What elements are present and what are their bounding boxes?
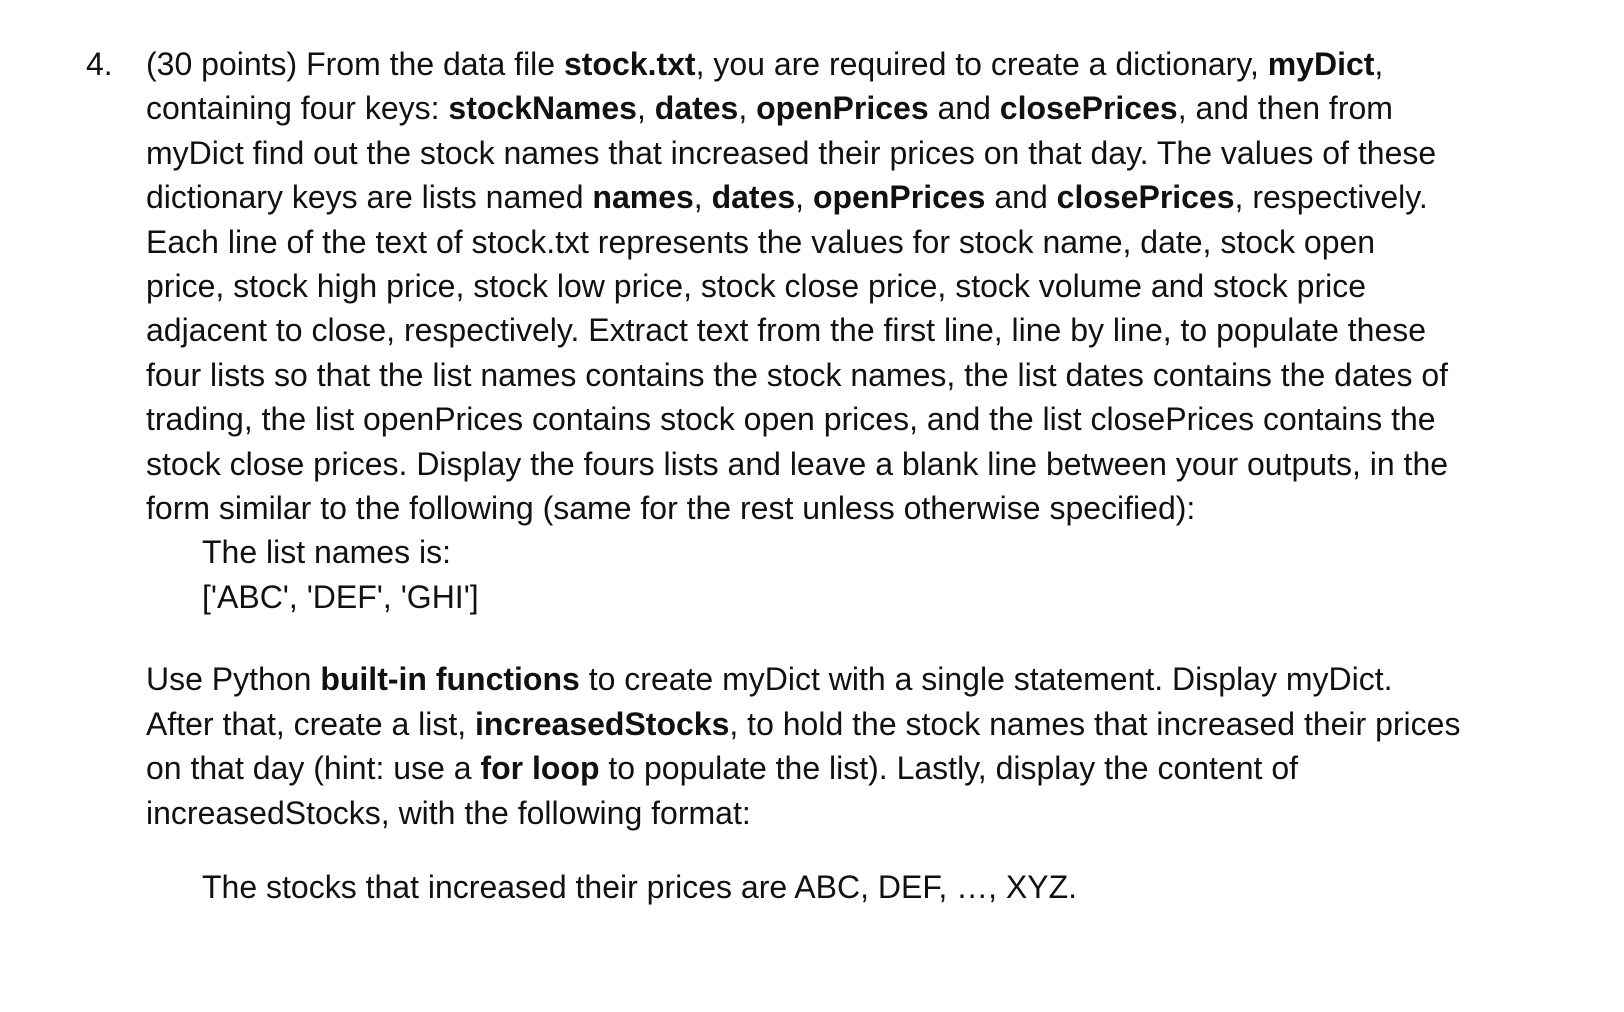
text-run: , <box>636 90 655 127</box>
bold-term: dates <box>654 90 739 127</box>
bold-term: closePrices <box>1056 179 1235 216</box>
instructions-paragraph <box>146 42 1616 530</box>
example-output <box>146 530 1616 619</box>
instructions-paragraph-2 <box>146 657 1616 835</box>
text-run: to populate the list). Lastly, display the content of <box>599 750 1298 787</box>
text-run: containing four keys: <box>146 90 449 127</box>
question-body <box>146 42 1616 909</box>
text-line <box>146 397 1616 441</box>
example-line: ['ABC', 'DEF', 'GHI'] <box>202 578 479 615</box>
text-run: myDict find out the stock names that increased their prices on that day. The values of these <box>146 134 1437 171</box>
bold-term: openPrices <box>756 90 929 127</box>
text-line <box>146 486 1616 530</box>
bold-term: built-in functions <box>320 661 580 698</box>
text-run: price, stock high price, stock low price, stock close price, stock volume and stock price <box>146 268 1367 305</box>
final-format <box>146 865 1616 909</box>
question-number: 4. <box>86 46 113 82</box>
bold-term: openPrices <box>812 179 986 216</box>
text-run: After that, create a list, <box>146 705 476 742</box>
text-run: form similar to the following (same for the rest unless otherwise specified): <box>146 490 1196 527</box>
text-line <box>146 442 1616 486</box>
text-run: , <box>1374 46 1384 82</box>
bold-term: dates <box>711 179 796 216</box>
text-run: , respectively. <box>1234 179 1428 216</box>
bold-term: stockNames <box>448 90 637 127</box>
example-line: The list names is: <box>202 534 451 571</box>
text-run: Each line of the text of stock.txt represents the values for stock name, date, stock open <box>146 223 1376 260</box>
text-line <box>146 42 1616 86</box>
text-run: on that day (hint: use a <box>146 750 481 787</box>
text-line <box>146 746 1616 790</box>
bold-term: myDict <box>1267 46 1375 82</box>
bold-term: closePrices <box>999 90 1178 127</box>
text-run: four lists so that the list names contains the stock names, the list dates contains the dates of <box>146 356 1449 393</box>
text-run: (30 points) From the data file <box>146 46 564 82</box>
text-run: to create myDict with a single statement. Display myDict. <box>579 661 1393 698</box>
text-run: , to hold the stock names that increased their prices <box>729 705 1461 742</box>
text-run: , <box>795 179 813 216</box>
text-line <box>146 308 1616 352</box>
text-run: , and then from <box>1177 90 1393 127</box>
text-run: increasedStocks, with the following format: <box>146 794 751 831</box>
text-line <box>146 264 1616 308</box>
bold-term: stock.txt <box>563 46 696 82</box>
text-line <box>146 131 1616 175</box>
text-run: , <box>693 179 712 216</box>
text-line <box>146 657 1616 701</box>
text-line <box>146 175 1616 219</box>
text-run: and <box>985 179 1057 216</box>
text-run: , <box>738 90 757 127</box>
final-format-line: The stocks that increased their prices are ABC, DEF, …, XYZ. <box>202 868 1077 905</box>
bold-term: increasedStocks <box>475 705 730 742</box>
text-line <box>146 702 1616 746</box>
text-run: dictionary keys are lists named <box>146 179 593 216</box>
text-line <box>146 86 1616 130</box>
text-run: adjacent to close, respectively. Extract text from the first line, line by line, to populate these <box>146 312 1427 349</box>
text-run: and <box>928 90 1000 127</box>
text-run: trading, the list openPrices contains stock open prices, and the list closePrices contains the <box>146 401 1436 438</box>
text-run: Use Python <box>146 661 321 698</box>
bold-term: for loop <box>480 750 600 787</box>
text-run: stock close prices. Display the fours lists and leave a blank line between your outputs, in the <box>146 445 1449 482</box>
text-line <box>146 353 1616 397</box>
text-line <box>146 220 1616 264</box>
text-line <box>146 791 1616 835</box>
text-run: , you are required to create a dictionary, <box>695 46 1268 82</box>
bold-term: names <box>592 179 694 216</box>
